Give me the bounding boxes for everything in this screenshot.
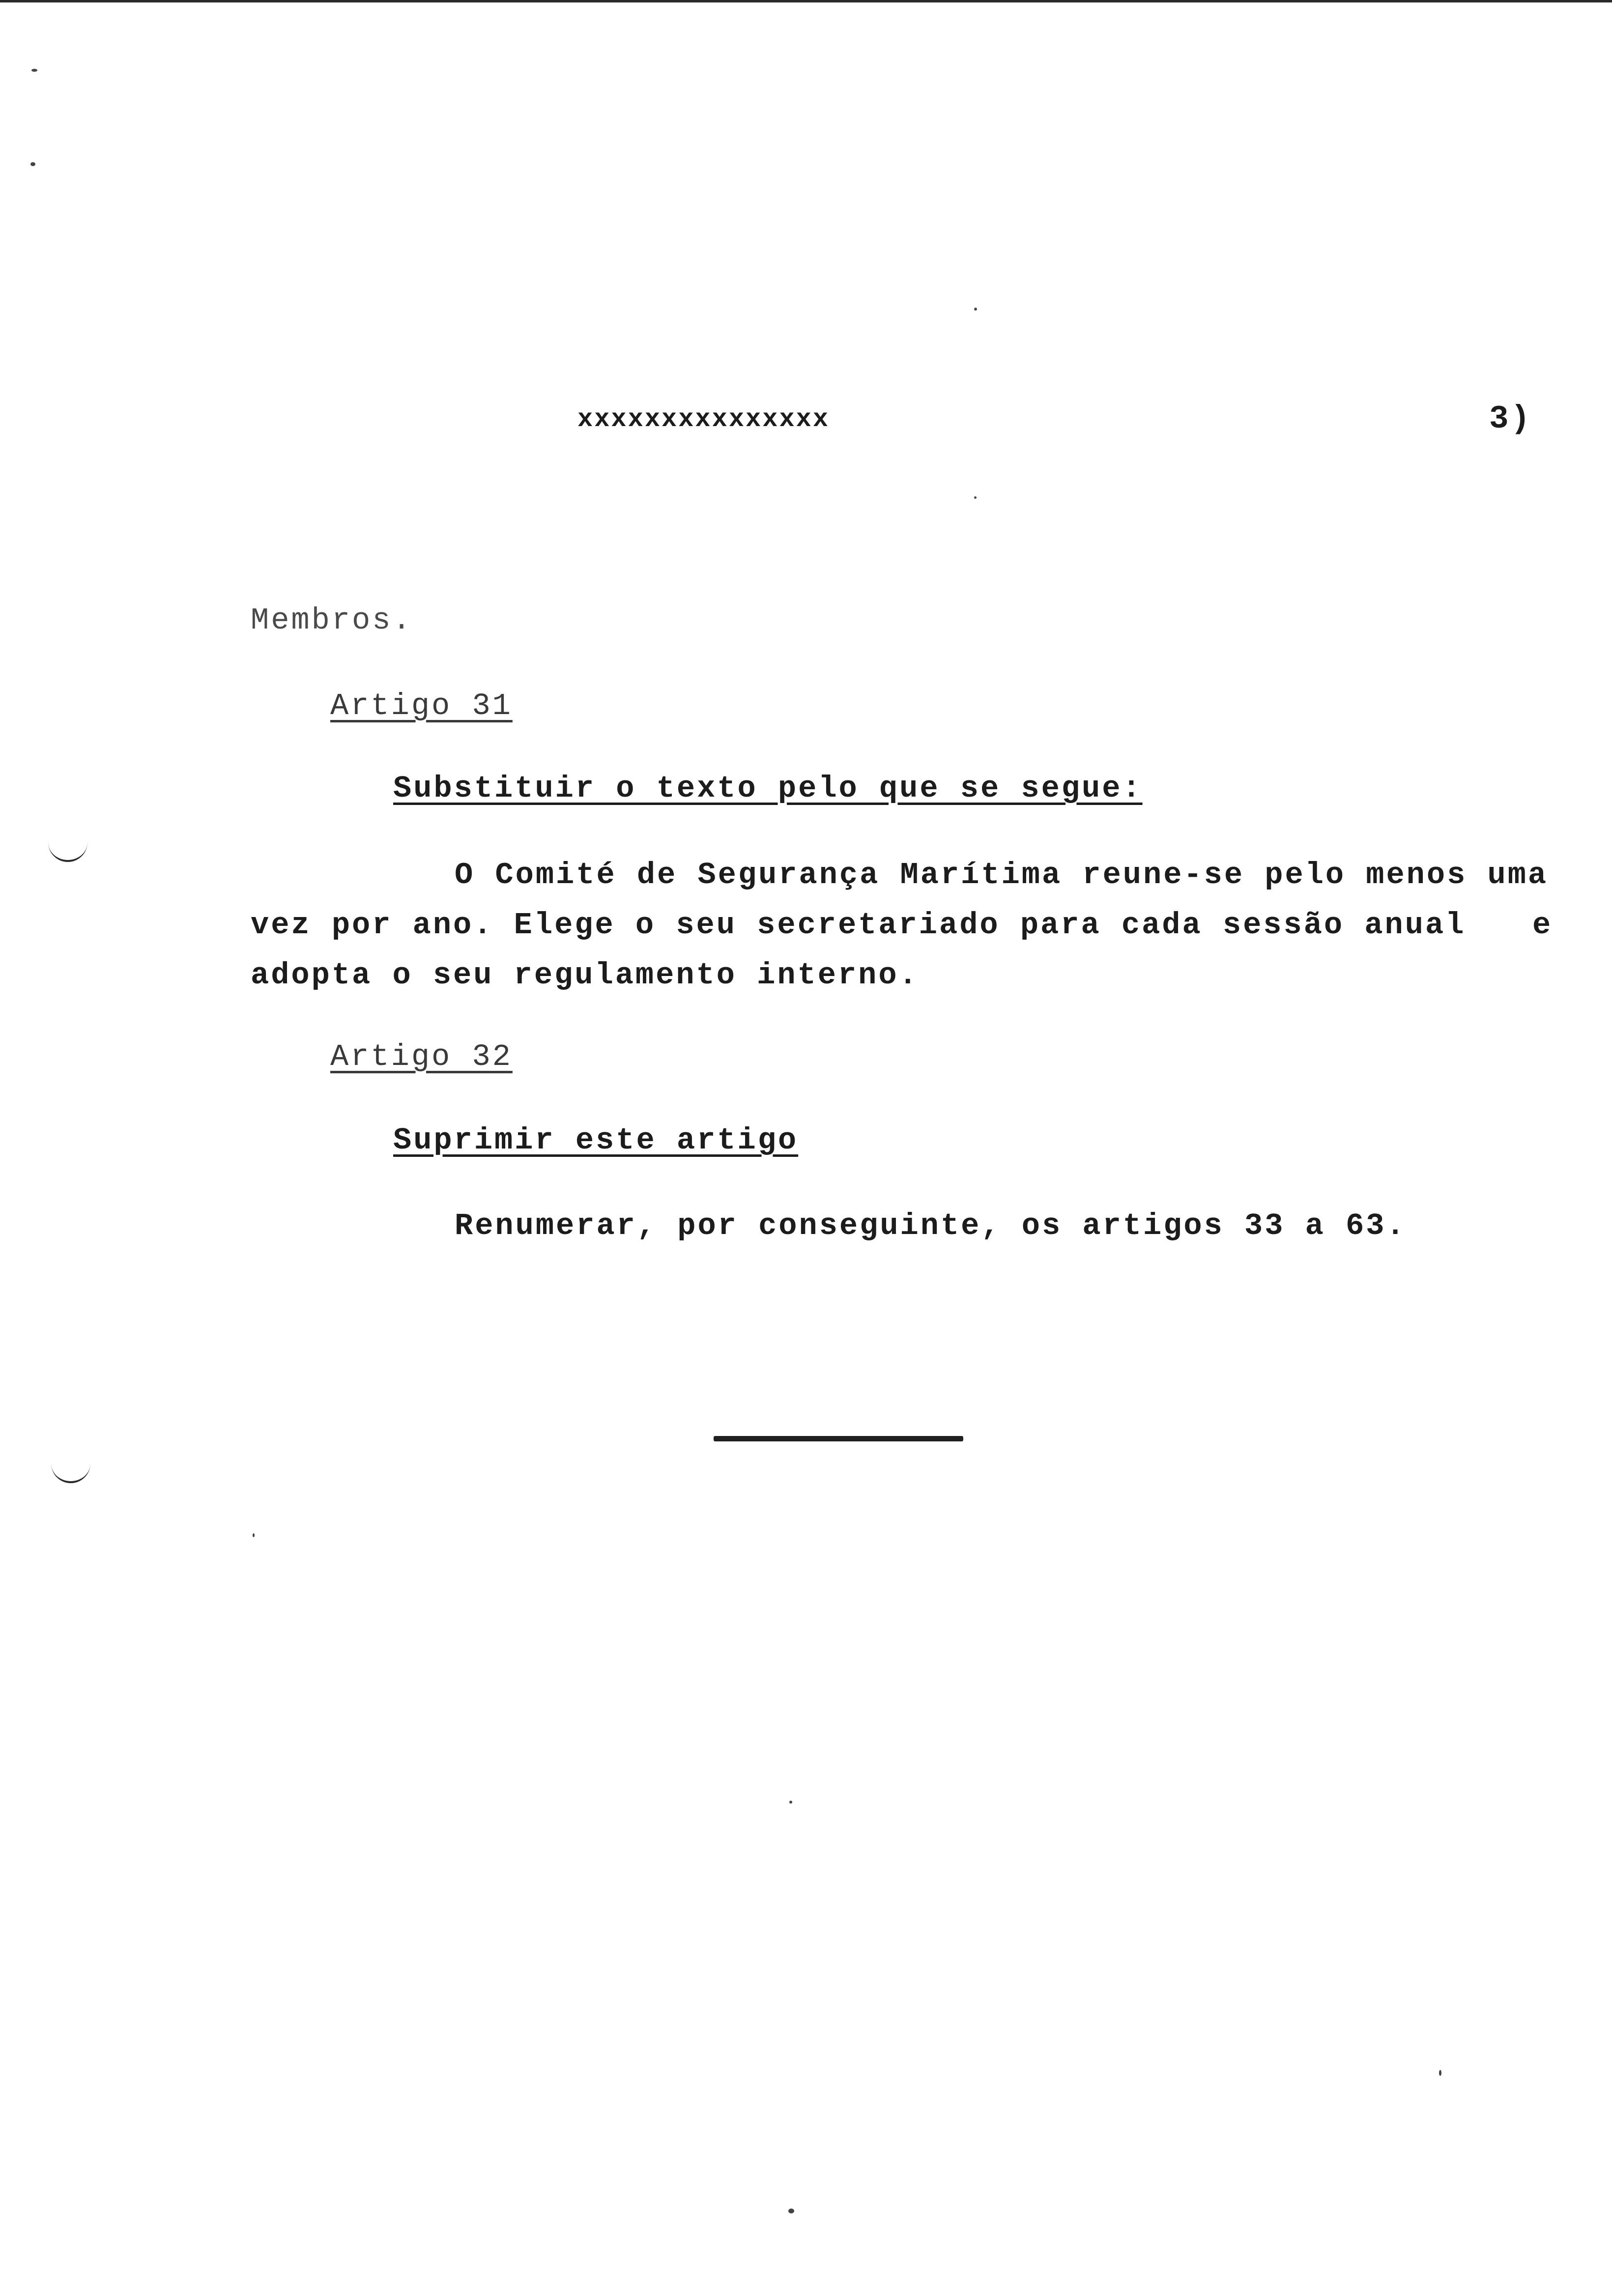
header-strikeout-mark: xxxxxxxxxxxxxxx bbox=[577, 405, 830, 434]
article-31-body-line-2-end: e bbox=[1532, 908, 1553, 943]
article-31-body-line-1: O Comité de Segurança Marítima reune-se pelo menos uma bbox=[455, 858, 1549, 892]
scan-speck bbox=[31, 69, 37, 72]
page-top-edge bbox=[0, 0, 1612, 2]
article-31-heading: Artigo 31 bbox=[330, 689, 513, 723]
article-31-body-line-3: adopta o seu regulamento interno. bbox=[251, 958, 919, 993]
margin-mark bbox=[48, 841, 87, 862]
scan-speck bbox=[974, 308, 977, 311]
scan-speck bbox=[1439, 2070, 1441, 2076]
margin-mark bbox=[51, 1463, 90, 1483]
page-number: 3) bbox=[1489, 401, 1532, 437]
article-31-instruction: Substituir o texto pelo que se segue: bbox=[393, 771, 1143, 806]
renumber-note: Renumerar, por conseguinte, os artigos 33 a 63. bbox=[455, 1208, 1407, 1243]
scan-speck bbox=[788, 2209, 794, 2213]
scan-speck bbox=[253, 1533, 255, 1537]
article-32-heading: Artigo 32 bbox=[330, 1039, 513, 1074]
scan-speck bbox=[30, 162, 35, 166]
membros-text: Membros. bbox=[251, 603, 413, 638]
scan-speck bbox=[974, 496, 977, 499]
scan-speck bbox=[789, 1801, 792, 1804]
closing-rule bbox=[714, 1436, 963, 1441]
article-31-body-line-2: vez por ano. Elege o seu secretariado para cada sessão anual bbox=[251, 908, 1466, 943]
article-32-instruction: Suprimir este artigo bbox=[393, 1123, 799, 1158]
